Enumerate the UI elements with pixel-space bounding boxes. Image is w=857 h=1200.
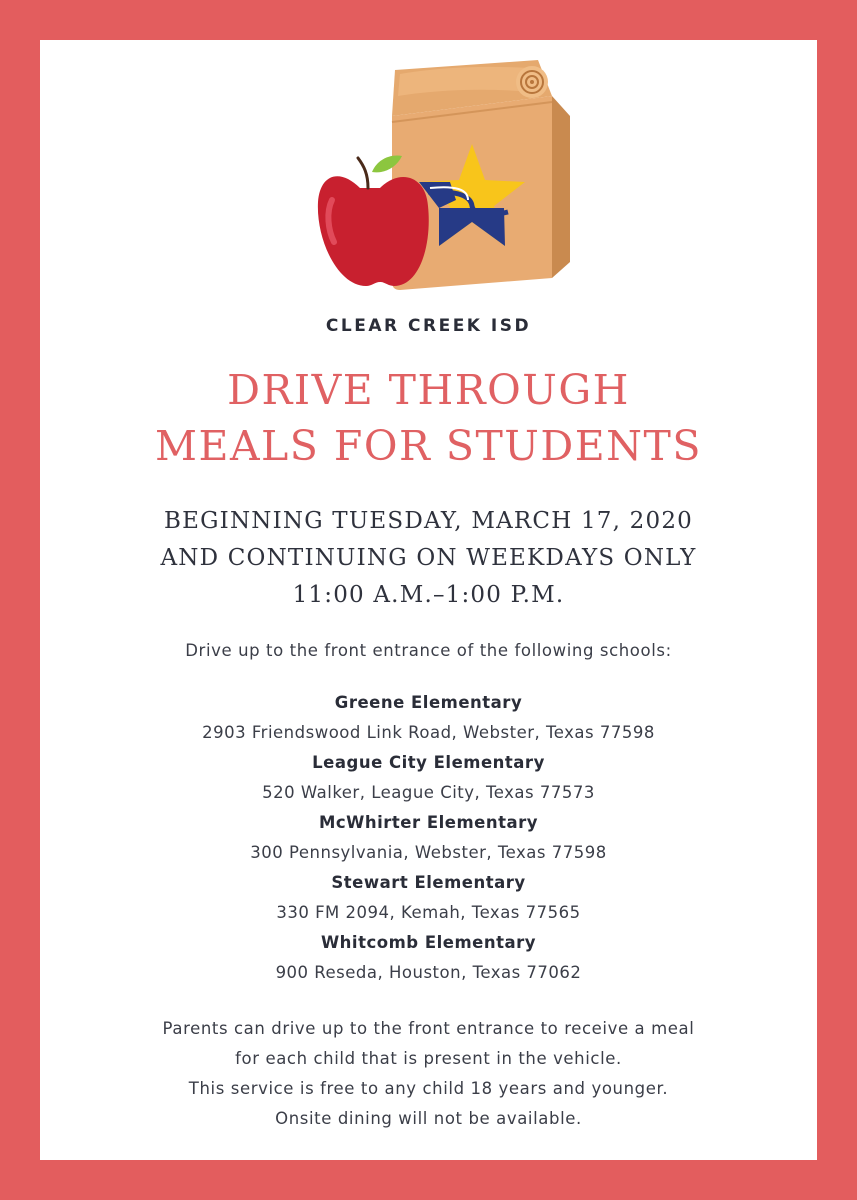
intro-text: Drive up to the front entrance of the following schools:: [185, 641, 672, 660]
headline: [40, 362, 817, 474]
note-line: Onsite dining will not be available.: [275, 1109, 582, 1128]
school-address: 520 Walker, League City, Texas 77573: [262, 783, 595, 802]
note-line: This service is free to any child 18 years and younger.: [188, 1079, 669, 1098]
schedule: [40, 503, 817, 614]
parent-notes: [40, 1014, 817, 1134]
school-item: [40, 748, 817, 808]
schedule-weekdays: AND CONTINUING ON WEEKDAYS ONLY: [160, 545, 697, 571]
schedule-start: BEGINNING TUESDAY, MARCH 17, 2020: [164, 508, 693, 534]
headline-line-1: DRIVE THROUGH: [227, 366, 630, 414]
school-address: 900 Reseda, Houston, Texas 77062: [275, 963, 582, 982]
school-address: 330 FM 2094, Kemah, Texas 77565: [276, 903, 581, 922]
school-name: McWhirter Elementary: [318, 813, 539, 832]
school-item: [40, 808, 817, 868]
school-name: Whitcomb Elementary: [320, 933, 537, 952]
school-name: League City Elementary: [312, 753, 545, 772]
school-address: 2903 Friendswood Link Road, Webster, Texas 77598: [202, 723, 655, 742]
organization-name: CLEAR CREEK ISD: [325, 316, 532, 336]
school-list: [40, 688, 817, 988]
meal-illustration: [280, 50, 580, 290]
school-item: [40, 868, 817, 928]
schedule-hours: 11:00 A.M.–1:00 P.M.: [292, 582, 565, 608]
school-item: [40, 688, 817, 748]
school-item: [40, 928, 817, 988]
school-address: 300 Pennsylvania, Webster, Texas 77598: [250, 843, 607, 862]
headline-line-2: MEALS FOR STUDENTS: [155, 422, 702, 470]
flyer-card: [40, 40, 817, 1160]
school-name: Stewart Elementary: [331, 873, 526, 892]
note-line: Parents can drive up to the front entrance to receive a meal: [162, 1019, 695, 1038]
school-name: Greene Elementary: [334, 693, 523, 712]
note-line: for each child that is present in the vehicle.: [235, 1049, 622, 1068]
